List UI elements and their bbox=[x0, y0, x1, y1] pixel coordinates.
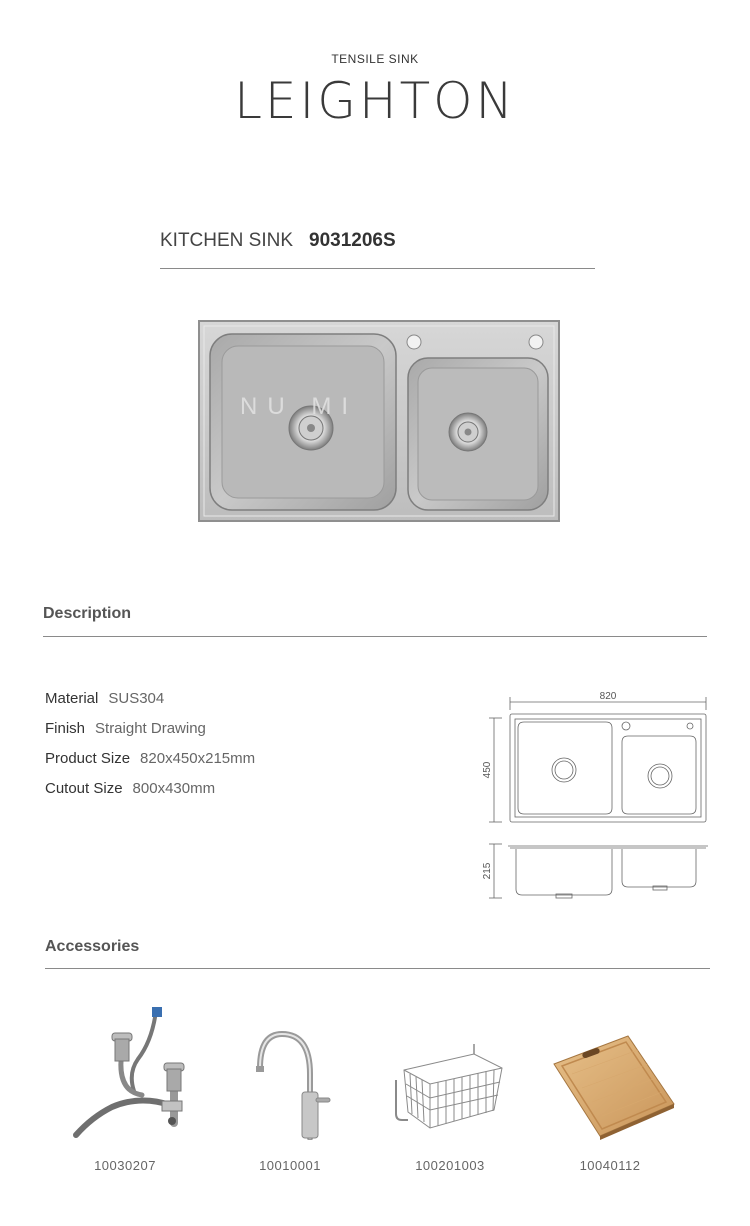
spec-label: Material bbox=[45, 690, 99, 707]
spec-value: Straight Drawing bbox=[95, 720, 206, 737]
product-category: KITCHEN SINK bbox=[160, 230, 294, 251]
accessories-divider bbox=[45, 968, 710, 969]
faucet-icon bbox=[250, 1020, 340, 1140]
dish-basket-icon bbox=[390, 1040, 510, 1135]
description-heading: Description bbox=[43, 605, 132, 622]
spec-finish bbox=[45, 720, 206, 737]
spec-label: Product Size bbox=[45, 750, 131, 767]
product-title bbox=[160, 230, 396, 252]
technical-drawing bbox=[478, 688, 710, 902]
depth-dimension-label: 450 bbox=[482, 761, 493, 779]
spec-material bbox=[45, 690, 164, 707]
title-divider bbox=[160, 268, 595, 269]
height-dimension-label: 215 bbox=[482, 862, 493, 880]
accessory-code: 10030207 bbox=[94, 1158, 156, 1173]
watermark-text: NU MI bbox=[240, 393, 358, 420]
brand-logo-text: LEIGHTON bbox=[234, 72, 516, 130]
accessory-code: 10040112 bbox=[579, 1158, 641, 1173]
brand-subtitle: TENSILE SINK bbox=[331, 52, 419, 66]
sink-photo bbox=[198, 320, 560, 522]
drain-pipe-icon bbox=[70, 1005, 190, 1140]
spec-value: 800x430mm bbox=[132, 780, 216, 797]
accessory-code: 10010001 bbox=[259, 1158, 321, 1173]
spec-cutout-size bbox=[45, 780, 215, 797]
product-model: 9031206S bbox=[309, 230, 396, 251]
description-divider bbox=[43, 636, 707, 637]
accessories-heading: Accessories bbox=[45, 938, 140, 955]
spec-value: 820x450x215mm bbox=[140, 750, 256, 767]
width-dimension-label: 820 bbox=[599, 691, 617, 702]
spec-label: Finish bbox=[45, 720, 86, 737]
accessory-code: 100201003 bbox=[415, 1158, 485, 1173]
spec-label: Cutout Size bbox=[45, 780, 123, 797]
spec-value: SUS304 bbox=[108, 690, 165, 707]
cutting-board-icon bbox=[548, 1030, 678, 1142]
spec-product-size bbox=[45, 750, 255, 767]
